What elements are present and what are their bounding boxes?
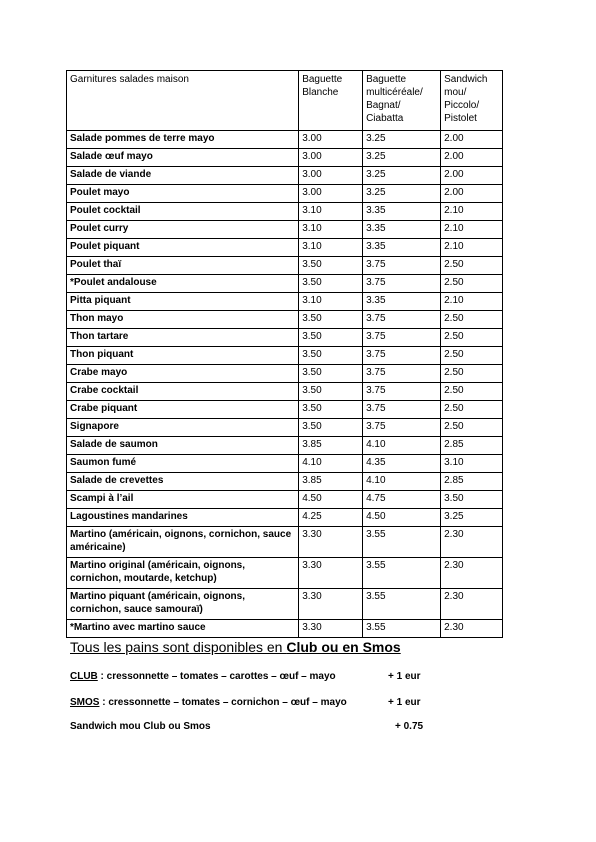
price-sandwich-mou-cell: 2.50 [441,347,503,365]
table-row [67,509,503,527]
price-sandwich-mou-cell: 3.25 [441,509,503,527]
table-row [67,437,503,455]
item-name-cell: Salade de viande [67,167,299,185]
club-heading-prefix: Tous les pains sont disponibles en [70,639,287,655]
smos-key: SMOS [70,697,100,708]
table-row [67,527,503,558]
table-row [67,491,503,509]
header-baguette-blanche: Baguette Blanche [299,71,363,131]
sandwich-mou-line: Sandwich mou Club ou Smos [70,721,211,732]
price-baguette-multicereale-cell: 4.50 [363,509,441,527]
price-baguette-blanche-cell: 4.50 [299,491,363,509]
table-row [67,311,503,329]
price-baguette-multicereale-cell: 3.25 [363,167,441,185]
table-row [67,473,503,491]
table-body [67,131,503,638]
price-sandwich-mou-cell: 2.00 [441,185,503,203]
club-smos-heading [70,639,401,655]
price-baguette-multicereale-cell: 3.25 [363,149,441,167]
item-name-cell: *Poulet andalouse [67,275,299,293]
club-line [70,671,336,682]
table-row [67,589,503,620]
item-name-cell: Scampi à l’ail [67,491,299,509]
item-name-cell: Salade œuf mayo [67,149,299,167]
item-name-cell: Thon tartare [67,329,299,347]
price-baguette-multicereale-cell: 3.75 [363,329,441,347]
table-row [67,558,503,589]
table-row [67,401,503,419]
item-name-cell: *Martino avec martino sauce [67,620,299,638]
price-sandwich-mou-cell: 2.30 [441,558,503,589]
price-baguette-multicereale-cell: 4.10 [363,473,441,491]
item-name-cell: Martino (américain, oignons, cornichon, sauce américaine) [67,527,299,558]
price-baguette-blanche-cell: 4.25 [299,509,363,527]
price-baguette-blanche-cell: 3.50 [299,383,363,401]
price-sandwich-mou-cell: 2.85 [441,473,503,491]
item-name-cell: Poulet mayo [67,185,299,203]
item-name-cell: Crabe piquant [67,401,299,419]
item-name-cell: Martino piquant (américain, oignons, cornichon, sauce samouraï) [67,589,299,620]
price-baguette-blanche-cell: 3.00 [299,167,363,185]
item-name-cell: Poulet curry [67,221,299,239]
price-baguette-multicereale-cell: 3.25 [363,185,441,203]
item-name-cell: Crabe mayo [67,365,299,383]
price-sandwich-mou-cell: 2.50 [441,383,503,401]
price-baguette-multicereale-cell: 3.35 [363,293,441,311]
price-baguette-multicereale-cell: 3.75 [363,401,441,419]
price-sandwich-mou-cell: 2.10 [441,221,503,239]
table-row [67,257,503,275]
table-row [67,149,503,167]
price-baguette-blanche-cell: 3.10 [299,293,363,311]
price-sandwich-mou-cell: 3.50 [441,491,503,509]
price-table [66,70,503,638]
item-name-cell: Thon piquant [67,347,299,365]
price-baguette-multicereale-cell: 4.10 [363,437,441,455]
price-sandwich-mou-cell: 2.00 [441,131,503,149]
price-baguette-multicereale-cell: 3.75 [363,419,441,437]
sandwich-mou-price: + 0.75 [395,721,424,732]
price-baguette-blanche-cell: 3.30 [299,527,363,558]
table-row [67,347,503,365]
price-sandwich-mou-cell: 2.30 [441,620,503,638]
price-sandwich-mou-cell: 2.00 [441,149,503,167]
table-row [67,419,503,437]
item-name-cell: Signapore [67,419,299,437]
smos-price: + 1 eur [388,697,421,708]
price-baguette-blanche-cell: 3.10 [299,203,363,221]
item-name-cell: Saumon fumé [67,455,299,473]
price-baguette-blanche-cell: 3.10 [299,239,363,257]
price-sandwich-mou-cell: 2.85 [441,437,503,455]
item-name-cell: Crabe cocktail [67,383,299,401]
price-baguette-blanche-cell: 3.50 [299,311,363,329]
item-name-cell: Poulet piquant [67,239,299,257]
price-baguette-multicereale-cell: 3.75 [363,275,441,293]
price-baguette-blanche-cell: 3.00 [299,149,363,167]
price-baguette-multicereale-cell: 4.35 [363,455,441,473]
price-sandwich-mou-cell: 2.50 [441,365,503,383]
item-name-cell: Poulet thaï [67,257,299,275]
table-row [67,221,503,239]
price-baguette-blanche-cell: 3.30 [299,620,363,638]
price-baguette-multicereale-cell: 3.35 [363,203,441,221]
item-name-cell: Pitta piquant [67,293,299,311]
table-row [67,203,503,221]
header-sandwich-mou: Sandwich mou/ Piccolo/ Pistolet [441,71,503,131]
price-sandwich-mou-cell: 2.10 [441,293,503,311]
item-name-cell: Martino original (américain, oignons, cornichon, moutarde, ketchup) [67,558,299,589]
price-baguette-multicereale-cell: 3.55 [363,589,441,620]
club-heading-bold: Club ou en Smos [286,639,401,655]
price-baguette-blanche-cell: 3.10 [299,221,363,239]
price-baguette-multicereale-cell: 4.75 [363,491,441,509]
price-sandwich-mou-cell: 2.50 [441,311,503,329]
price-sandwich-mou-cell: 2.30 [441,589,503,620]
price-sandwich-mou-cell: 2.50 [441,275,503,293]
price-baguette-multicereale-cell: 3.75 [363,383,441,401]
item-name-cell: Poulet cocktail [67,203,299,221]
price-baguette-blanche-cell: 3.50 [299,329,363,347]
club-description: : cressonnette – tomates – carottes – œuf – mayo [97,671,336,682]
price-baguette-blanche-cell: 3.00 [299,131,363,149]
club-price: + 1 eur [388,671,421,682]
price-baguette-multicereale-cell: 3.35 [363,239,441,257]
item-name-cell: Salade pommes de terre mayo [67,131,299,149]
table-row [67,239,503,257]
price-baguette-multicereale-cell: 3.55 [363,620,441,638]
price-sandwich-mou-cell: 2.10 [441,203,503,221]
price-baguette-multicereale-cell: 3.55 [363,558,441,589]
table-row [67,167,503,185]
price-sandwich-mou-cell: 2.10 [441,239,503,257]
price-baguette-blanche-cell: 3.50 [299,365,363,383]
table-header-row [67,71,503,131]
price-baguette-blanche-cell: 3.50 [299,347,363,365]
price-baguette-blanche-cell: 3.00 [299,185,363,203]
item-name-cell: Lagoustines mandarines [67,509,299,527]
table-row [67,383,503,401]
smos-line [70,697,347,708]
table-row [67,131,503,149]
price-baguette-multicereale-cell: 3.55 [363,527,441,558]
table-row [67,185,503,203]
price-sandwich-mou-cell: 2.50 [441,401,503,419]
price-sandwich-mou-cell: 2.50 [441,257,503,275]
price-baguette-blanche-cell: 3.30 [299,558,363,589]
item-name-cell: Thon mayo [67,311,299,329]
table-row [67,329,503,347]
price-baguette-blanche-cell: 3.85 [299,473,363,491]
club-key: CLUB [70,671,98,682]
price-baguette-blanche-cell: 3.50 [299,401,363,419]
price-baguette-multicereale-cell: 3.75 [363,347,441,365]
price-baguette-multicereale-cell: 3.75 [363,365,441,383]
price-sandwich-mou-cell: 2.50 [441,329,503,347]
table-row [67,293,503,311]
item-name-cell: Salade de crevettes [67,473,299,491]
price-baguette-multicereale-cell: 3.35 [363,221,441,239]
item-name-cell: Salade de saumon [67,437,299,455]
price-baguette-multicereale-cell: 3.75 [363,257,441,275]
price-baguette-blanche-cell: 3.85 [299,437,363,455]
price-baguette-blanche-cell: 3.50 [299,275,363,293]
price-baguette-blanche-cell: 3.50 [299,257,363,275]
price-baguette-blanche-cell: 3.50 [299,419,363,437]
table-row [67,365,503,383]
price-baguette-blanche-cell: 3.30 [299,589,363,620]
price-baguette-blanche-cell: 4.10 [299,455,363,473]
smos-description: : cressonnette – tomates – cornichon – œuf – mayo [99,697,347,708]
header-baguette-multicereale: Baguette multicéréale/ Bagnat/ Ciabatta [363,71,441,131]
price-sandwich-mou-cell: 2.30 [441,527,503,558]
header-garnitures: Garnitures salades maison [67,71,299,131]
price-sandwich-mou-cell: 3.10 [441,455,503,473]
price-sandwich-mou-cell: 2.50 [441,419,503,437]
table-row [67,275,503,293]
price-baguette-multicereale-cell: 3.25 [363,131,441,149]
price-baguette-multicereale-cell: 3.75 [363,311,441,329]
table-row [67,620,503,638]
price-sandwich-mou-cell: 2.00 [441,167,503,185]
table-row [67,455,503,473]
